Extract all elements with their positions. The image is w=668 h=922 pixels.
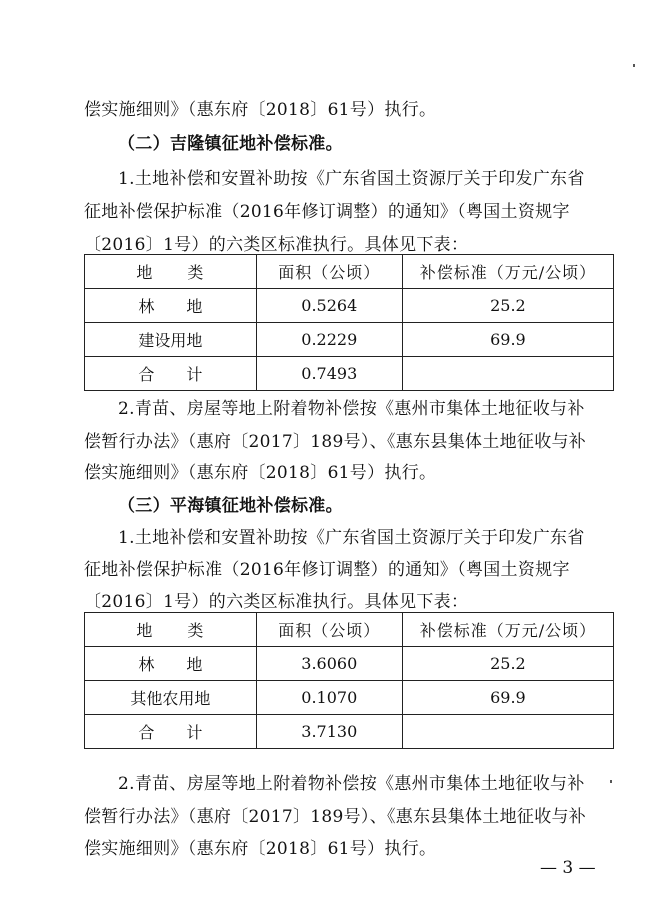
- table-cell: [402, 715, 613, 749]
- table-cell: 25.2: [402, 289, 613, 323]
- table-cell: 0.7493: [256, 357, 402, 391]
- paragraph-line: 1.土地补偿和安置补助按《广东省国土资源厅关于印发广东省: [118, 528, 585, 548]
- table-cell: 69.9: [402, 323, 613, 357]
- section-heading-jilong: （二）吉隆镇征地补偿标准。: [118, 134, 343, 154]
- table-header-cell: 地 类: [85, 255, 257, 289]
- table-header-cell: 面积（公顷）: [256, 255, 402, 289]
- table-cell: 合 计: [85, 715, 257, 749]
- jilong-compensation-table: [84, 254, 614, 391]
- paragraph-line: 1.土地补偿和安置补助按《广东省国土资源厅关于印发广东省: [118, 169, 585, 189]
- paragraph-line: 征地补偿保护标准（2016年修订调整）的通知》（粤国土资规字: [84, 560, 570, 580]
- scan-speck: [610, 780, 612, 783]
- paragraph-line: 2.青苗、房屋等地上附着物补偿按《惠州市集体土地征收与补: [118, 399, 585, 419]
- table-row: [85, 323, 614, 357]
- table-row: [85, 647, 614, 681]
- paragraph-line: 征地补偿保护标准（2016年修订调整）的通知》（粤国土资规字: [84, 202, 570, 222]
- table-cell: 林 地: [85, 647, 257, 681]
- paragraph-line: 2.青苗、房屋等地上附着物补偿按《惠州市集体土地征收与补: [118, 774, 585, 794]
- paragraph-line: 偿暂行办法》（惠府〔2017〕189号）、《惠东县集体土地征收与补: [84, 807, 587, 827]
- table-row: [85, 681, 614, 715]
- scan-speck: [633, 64, 635, 67]
- paragraph-line: 偿暂行办法》（惠府〔2017〕189号）、《惠东县集体土地征收与补: [84, 432, 587, 452]
- table-cell: 建设用地: [85, 323, 257, 357]
- table-cell: 0.1070: [256, 681, 402, 715]
- page-number: — 3 —: [540, 858, 596, 878]
- table-cell: 69.9: [402, 681, 613, 715]
- paragraph-line: 偿实施细则》（惠东府〔2018〕61号）执行。: [84, 100, 437, 120]
- pinghai-compensation-table: [84, 612, 614, 749]
- section-heading-pinghai: （三）平海镇征地补偿标准。: [118, 496, 343, 516]
- table-cell: 其他农用地: [85, 681, 257, 715]
- table-cell: 25.2: [402, 647, 613, 681]
- paragraph-line: 〔2016〕1号）的六类区标准执行。具体见下表：: [84, 592, 469, 612]
- table-cell: [402, 357, 613, 391]
- table-cell: 0.2229: [256, 323, 402, 357]
- table-row: [85, 357, 614, 391]
- table-cell: 3.6060: [256, 647, 402, 681]
- table-header-cell: 补偿标准（万元/公顷）: [402, 255, 613, 289]
- paragraph-line: 偿实施细则》（惠东府〔2018〕61号）执行。: [84, 839, 437, 859]
- table-header-cell: 地 类: [85, 613, 257, 647]
- table-header-row: [85, 255, 614, 289]
- table-header-row: [85, 613, 614, 647]
- table-header-cell: 面积（公顷）: [256, 613, 402, 647]
- table-row: [85, 289, 614, 323]
- table-header-cell: 补偿标准（万元/公顷）: [402, 613, 613, 647]
- table-cell: 林 地: [85, 289, 257, 323]
- table-cell: 合 计: [85, 357, 257, 391]
- table-cell: 0.5264: [256, 289, 402, 323]
- paragraph-line: 〔2016〕1号）的六类区标准执行。具体见下表：: [84, 235, 469, 255]
- table-cell: 3.7130: [256, 715, 402, 749]
- table-row: [85, 715, 614, 749]
- paragraph-line: 偿实施细则》（惠东府〔2018〕61号）执行。: [84, 463, 437, 483]
